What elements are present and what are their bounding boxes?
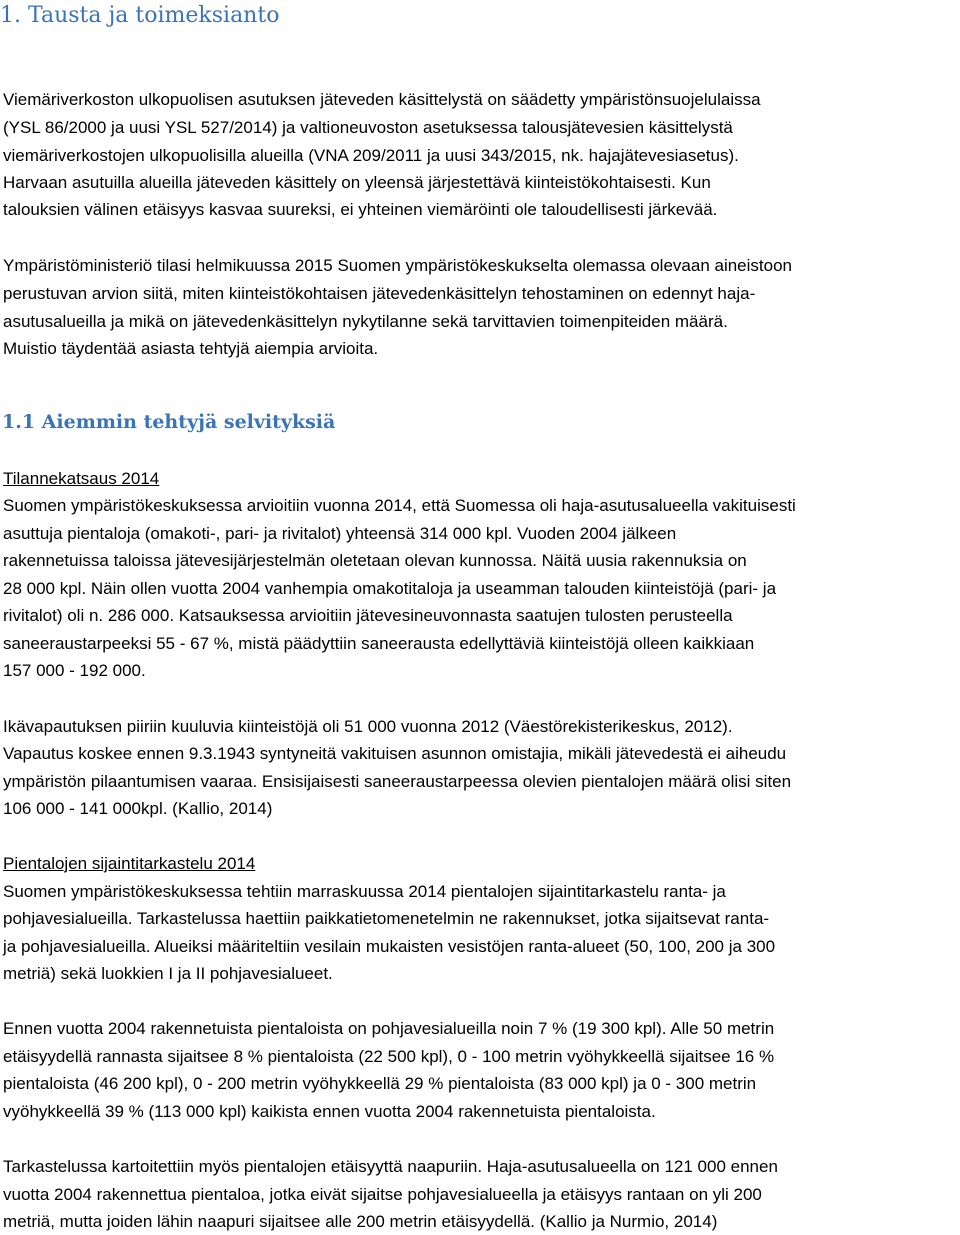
text-line: etäisyydellä rannasta sijaitsee 8 % pientaloista (22 500 kpl), 0 - 100 metrin vyöhykkeellä sijaitsee 16 % [3,1047,775,1066]
text-line: Vapautus koskee ennen 9.3.1943 syntyneitä vakituisen asunnon omistajia, mikäli jätevedestä ei aiheudu [3,744,787,763]
text-line: Suomen ympäristökeskuksessa arvioitiin vuonna 2014, että Suomessa oli haja-asutusalueella vakituisesti [3,496,796,515]
text-line: Harvaan asutuilla alueilla jäteveden käsittely on yleensä järjestettävä kiinteistökohtaisesti. Kun [3,173,711,192]
text-line: saneeraustarpeeksi 55 - 67 %, mistä päädyttiin saneerausta edellyttäviä kiinteistöjä olleen kaikkiaan [3,634,755,653]
subsection-heading: 1.1 Aiemmin tehtyjä selvityksiä [2,411,336,433]
text-line: 106 000 - 141 000kpl. (Kallio, 2014) [3,799,273,818]
text-line: vuotta 2004 rakennettua pientaloa, jotka eivät sijaitse pohjavesialueella ja etäisyys rantaan on yli 200 [3,1185,762,1204]
text-line: perustuvan arvion siitä, miten kiinteistökohtaisen jätevedenkäsittelyn tehostaminen on edennyt haja- [3,284,756,303]
text-line: Ennen vuotta 2004 rakennetuista pientaloista on pohjavesialueilla noin 7 % (19 300 kpl). Alle 50 metrin [3,1019,775,1038]
text-line: Tarkastelussa kartoitettiin myös pientalojen etäisyyttä naapuriin. Haja-asutusalueella on 121 000 ennen [3,1157,778,1176]
section-heading: 1. Tausta ja toimeksianto [0,3,280,28]
text-line: talouksien välinen etäisyys kasvaa suureksi, ei yhteinen viemäröinti ole taloudellisesti järkevää. [3,200,718,219]
text-line: rakennetuissa taloissa jätevesijärjestelmän oletetaan olevan kunnossa. Näitä uusia rakennuksia on [3,551,747,570]
text-line: metriä) sekä luokkien I ja II pohjavesialueet. [3,964,333,983]
text-line: ja pohjavesialueilla. Alueiksi määriteltiin vesilain mukaisten vesistöjen ranta-alueet (50, 100, 200 ja 300 [3,937,776,956]
text-line: asutusalueilla ja mikä on jätevedenkäsittelyn nykytilanne sekä tarvittavien toimenpiteiden määrä. [3,312,728,331]
text-line: vyöhykkeellä 39 % (113 000 kpl) kaikista ennen vuotta 2004 rakennetuista pientaloista. [3,1102,656,1121]
text-line: 28 000 kpl. Näin ollen vuotta 2004 vanhempia omakotitaloja ja useamman talouden kiinteistöjä (pari- ja [3,579,777,598]
text-line: viemäriverkostojen ulkopuolisilla alueilla (VNA 209/2011 ja uusi 343/2015, nk. hajajätevesiasetus). [3,146,739,165]
text-line: Viemäriverkoston ulkopuolisen asutuksen jäteveden käsittelystä on säädetty ympäristönsuojelulaissa [3,90,761,109]
text-line: pohjavesialueilla. Tarkastelussa haettiin paikkatietomenetelmin ne rakennukset, jotka sijaitsevat ranta- [3,909,770,928]
paragraph-subtitle: Pientalojen sijaintitarkastelu 2014 [3,854,256,873]
text-line: asuttuja pientaloja (omakoti-, pari- ja rivitalot) yhteensä 314 000 kpl. Vuoden 2004 jälkeen [3,524,677,543]
text-line: 157 000 - 192 000. [3,661,146,680]
text-line: Ympäristöministeriö tilasi helmikuussa 2015 Suomen ympäristökeskukselta olemassa olevaan aineistoon [3,256,792,275]
text-line: (YSL 86/2000 ja uusi YSL 527/2014) ja valtioneuvoston asetuksessa talousjätevesien käsittelystä [3,118,733,137]
text-line: Ikävapautuksen piiriin kuuluvia kiinteistöjä oli 51 000 vuonna 2012 (Väestörekisterikeskus, 2012). [3,717,733,736]
text-line: metriä, mutta joiden lähin naapuri sijaitsee alle 200 metrin etäisyydellä. (Kallio ja Nurmio, 2014) [3,1212,718,1231]
text-line: Suomen ympäristökeskuksessa tehtiin marraskuussa 2014 pientalojen sijaintitarkastelu ranta- ja [3,882,726,901]
text-line: pientaloista (46 200 kpl), 0 - 200 metrin vyöhykkeellä 29 % pientaloista (83 000 kpl) ja 0 - 300 metrin [3,1074,757,1093]
paragraph-subtitle: Tilannekatsaus 2014 [3,469,160,488]
text-line: rivitalot) oli n. 286 000. Katsauksessa arvioitiin jätevesineuvonnasta saatujen tulosten perusteella [3,606,733,625]
text-line: ympäristön pilaantumisen vaaraa. Ensisijaisesti saneeraustarpeessa olevien pientalojen määrä olisi siten [3,772,792,791]
text-line: Muistio täydentää asiasta tehtyjä aiempia arvioita. [3,339,379,358]
